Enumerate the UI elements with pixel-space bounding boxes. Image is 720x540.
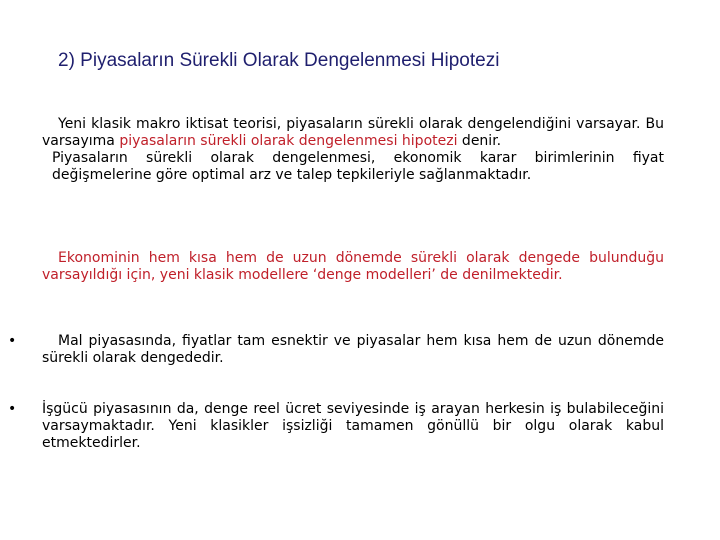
paragraph-1-sentence-1 (42, 116, 664, 149)
paragraph-1-text-a: Yeni klasik makro iktisat teorisi, piyasaların sürekli olarak dengelendiğini varsayar. Bu varsayıma (42, 116, 664, 149)
bullet-marker-1: • (8, 333, 17, 349)
bullet-text-2 (42, 401, 664, 452)
bullet-text-2-content: İşgücü piyasasının da, denge reel ücret seviyesinde iş arayan herkesin iş bulabileceğini varsaymaktadır. Yeni klasikler işsizliği tamamen gönüllü bir olgu olarak kabul etmektedirler. (42, 401, 664, 451)
bullet-text-1-content: Mal piyasasında, fiyatlar tam esnektir ve piyasalar hem kısa hem de uzun dönemde sürekli olarak dengededir. (42, 333, 664, 366)
paragraph-1-sentence-2: Piyasaların sürekli olarak dengelenmesi, ekonomik karar birimlerinin fiyat değişmelerine göre optimal arz ve talep tepkileriyle sağlanmaktadır. (52, 150, 664, 183)
paragraph-2-text: Ekonominin hem kısa hem de uzun dönemde sürekli olarak dengede bulunduğu varsayıldığı için, yeni klasik modellere ‘denge modelleri’ de denilmektedir. (42, 250, 664, 283)
bullet-marker-2: • (8, 401, 17, 417)
paragraph-2 (42, 250, 664, 284)
paragraph-1 (42, 116, 664, 184)
hypothesis-highlight: piyasaların sürekli olarak dengelenmesi hipotezi (119, 133, 458, 149)
slide-title: 2) Piyasaların Sürekli Olarak Dengelenmesi Hipotezi (58, 50, 500, 71)
bullet-text-1 (42, 333, 664, 367)
paragraph-1-text-b: denir. (457, 133, 502, 149)
